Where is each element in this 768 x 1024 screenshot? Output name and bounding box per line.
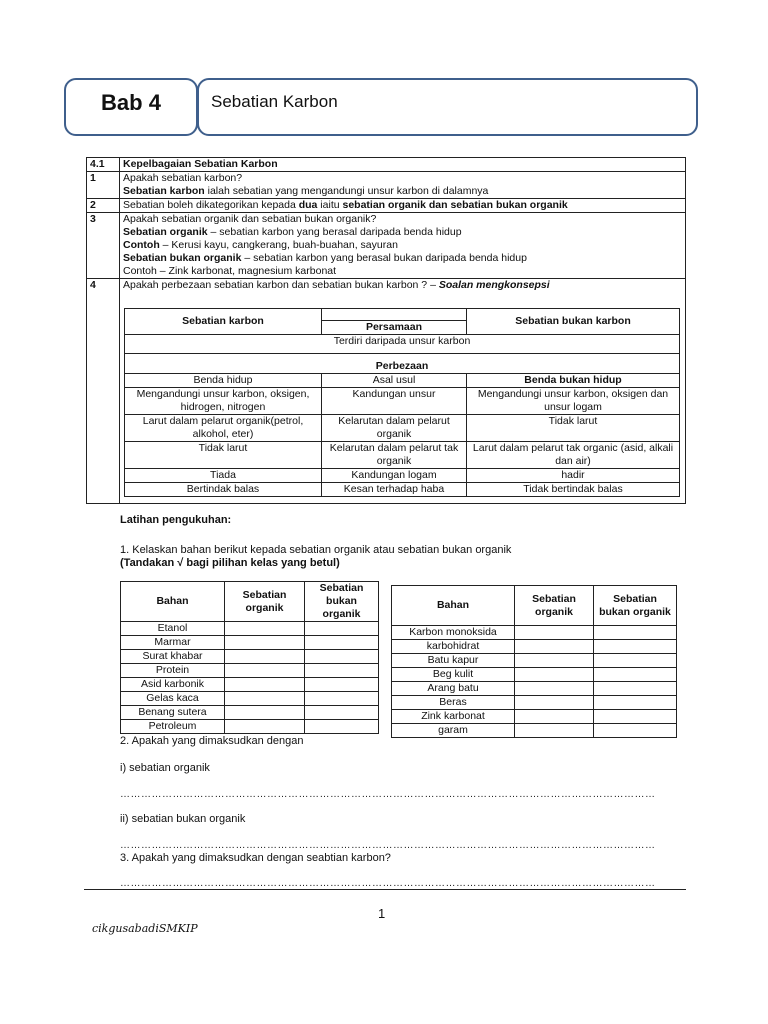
inorganic-checkbox-cell[interactable] xyxy=(305,650,379,664)
answer-line[interactable]: ……………………………………………………………………………………………………………………………………… xyxy=(120,878,656,889)
column-header-inorganic: Sebatian bukan organik xyxy=(594,586,677,626)
column-header-organic: Sebatian organik xyxy=(515,586,594,626)
material-row xyxy=(121,692,379,706)
material-row xyxy=(121,678,379,692)
comparison-table xyxy=(124,308,680,497)
organic-checkbox-cell[interactable] xyxy=(515,724,594,738)
comparison-row: Benda hidup Asal usul Benda bukan hidup xyxy=(125,374,680,388)
inorganic-checkbox-cell[interactable] xyxy=(594,710,677,724)
organic-checkbox-cell[interactable] xyxy=(225,622,305,636)
question-row xyxy=(87,279,686,504)
column-header-material: Bahan xyxy=(121,582,225,622)
inorganic-checkbox-cell[interactable] xyxy=(594,654,677,668)
material-name: Karbon monoksida xyxy=(392,626,515,640)
inorganic-checkbox-cell[interactable] xyxy=(305,622,379,636)
material-row xyxy=(392,682,677,696)
material-row xyxy=(121,706,379,720)
question-cell xyxy=(120,279,686,504)
main-table xyxy=(86,157,686,504)
header-mid-top xyxy=(322,309,467,321)
section-title: Kepelbagaian Sebatian Karbon xyxy=(120,158,686,172)
material-row xyxy=(121,664,379,678)
material-row xyxy=(121,622,379,636)
material-name: karbohidrat xyxy=(392,640,515,654)
question-note: (Tandakan √ bagi pilihan kelas yang betul) xyxy=(120,557,340,569)
exercise-question-3: 3. Apakah yang dimaksudkan dengan seabtian karbon? xyxy=(120,852,391,864)
material-row xyxy=(121,720,379,734)
material-row xyxy=(392,640,677,654)
answer-line[interactable]: ……………………………………………………………………………………………………………………………………… xyxy=(120,840,656,851)
page-title: Sebatian Karbon xyxy=(211,92,338,111)
organic-checkbox-cell[interactable] xyxy=(515,710,594,724)
classification-table-left xyxy=(120,581,379,734)
example-inorganic: Contoh – Zink karbonat, magnesium karbonat xyxy=(123,265,337,277)
organic-checkbox-cell[interactable] xyxy=(225,692,305,706)
material-row xyxy=(392,654,677,668)
header-carbon: Sebatian karbon xyxy=(125,309,322,335)
exercise-title: Latihan pengukuhan: xyxy=(120,514,232,526)
inorganic-checkbox-cell[interactable] xyxy=(594,724,677,738)
organic-checkbox-cell[interactable] xyxy=(515,668,594,682)
inorganic-checkbox-cell[interactable] xyxy=(594,696,677,710)
question-number: 2 xyxy=(87,199,120,213)
organic-checkbox-cell[interactable] xyxy=(515,696,594,710)
organic-checkbox-cell[interactable] xyxy=(225,636,305,650)
difference-title: Perbezaan xyxy=(125,354,680,374)
material-name: garam xyxy=(392,724,515,738)
page-number: 1 xyxy=(378,906,386,921)
question-2ii: ii) sebatian bukan organik xyxy=(120,813,246,825)
section-header-row xyxy=(87,158,686,172)
organic-checkbox-cell[interactable] xyxy=(225,720,305,734)
comparison-row: Tidak larut Kelarutan dalam pelarut tak organik Larut dalam pelarut tak organic (asid, alkali dan air) xyxy=(125,442,680,469)
example-organic: Contoh – Kerusi kayu, cangkerang, buah-buahan, sayuran xyxy=(123,239,398,251)
material-row xyxy=(392,710,677,724)
inorganic-checkbox-cell[interactable] xyxy=(305,706,379,720)
answer-line[interactable]: ……………………………………………………………………………………………………………………………………… xyxy=(120,789,656,800)
question-number: 4 xyxy=(87,279,120,504)
question-row xyxy=(87,172,686,199)
material-name: Protein xyxy=(121,664,225,678)
material-row xyxy=(392,696,677,710)
author-signature: cikgusabadiSMKIP xyxy=(92,922,198,935)
question-text: Apakah perbezaan sebatian karbon dan sebatian bukan karbon ? – Soalan mengkonsepsi xyxy=(123,279,550,291)
definition-inorganic: Sebatian bukan organik – sebatian karbon yang berasal bukan daripada benda hidup xyxy=(123,252,527,264)
definition-organic: Sebatian organik – sebatian karbon yang berasal daripada benda hidup xyxy=(123,226,462,238)
inorganic-checkbox-cell[interactable] xyxy=(305,692,379,706)
material-name: Beg kulit xyxy=(392,668,515,682)
comparison-row: Tiada Kandungan logam hadir xyxy=(125,469,680,483)
question-text: Apakah sebatian karbon? xyxy=(123,172,243,184)
material-name: Marmar xyxy=(121,636,225,650)
question-row xyxy=(87,213,686,279)
inorganic-checkbox-cell[interactable] xyxy=(594,682,677,696)
material-name: Petroleum xyxy=(121,720,225,734)
material-name: Arang batu xyxy=(392,682,515,696)
classification-table-right xyxy=(391,585,677,738)
organic-checkbox-cell[interactable] xyxy=(515,682,594,696)
answer-text: Sebatian karbon ialah sebatian yang mengandungi unsur karbon di dalamnya xyxy=(123,185,489,197)
question-2i: i) sebatian organik xyxy=(120,762,210,774)
header-similarity: Persamaan xyxy=(322,321,467,335)
organic-checkbox-cell[interactable] xyxy=(225,664,305,678)
column-header-material: Bahan xyxy=(392,586,515,626)
inorganic-checkbox-cell[interactable] xyxy=(594,668,677,682)
header-noncarbon: Sebatian bukan karbon xyxy=(467,309,680,335)
organic-checkbox-cell[interactable] xyxy=(515,626,594,640)
inorganic-checkbox-cell[interactable] xyxy=(305,636,379,650)
comparison-row: Bertindak balas Kesan terhadap haba Tidak bertindak balas xyxy=(125,483,680,497)
comparison-row: Mengandungi unsur karbon, oksigen, hidrogen, nitrogen Kandungan unsur Mengandungi unsur karbon, oksigen dan unsur logam xyxy=(125,388,680,415)
material-name: Etanol xyxy=(121,622,225,636)
question-row xyxy=(87,199,686,213)
material-name: Beras xyxy=(392,696,515,710)
title-box xyxy=(197,78,698,136)
material-row xyxy=(392,724,677,738)
exercise-question-2: 2. Apakah yang dimaksudkan dengan xyxy=(120,735,304,747)
similarity-row: Terdiri daripada unsur karbon xyxy=(125,335,680,354)
organic-checkbox-cell[interactable] xyxy=(515,640,594,654)
question-number: 3 xyxy=(87,213,120,279)
material-name: Zink karbonat xyxy=(392,710,515,724)
material-row xyxy=(121,650,379,664)
question-cell: Sebatian boleh dikategorikan kepada dua iaitu sebatian organik dan sebatian bukan organik xyxy=(120,199,686,213)
question-cell xyxy=(120,213,686,279)
material-row xyxy=(121,636,379,650)
organic-checkbox-cell[interactable] xyxy=(515,654,594,668)
section-number: 4.1 xyxy=(87,158,120,172)
chapter-box xyxy=(64,78,198,136)
inorganic-checkbox-cell[interactable] xyxy=(305,720,379,734)
material-row xyxy=(392,626,677,640)
comparison-row: Larut dalam pelarut organik(petrol, alkohol, eter) Kelarutan dalam pelarut organik Tidak larut xyxy=(125,415,680,442)
organic-checkbox-cell[interactable] xyxy=(225,706,305,720)
inorganic-checkbox-cell[interactable] xyxy=(594,640,677,654)
material-name: Gelas kaca xyxy=(121,692,225,706)
question-cell xyxy=(120,172,686,199)
material-name: Batu kapur xyxy=(392,654,515,668)
organic-checkbox-cell[interactable] xyxy=(225,678,305,692)
material-row xyxy=(392,668,677,682)
organic-checkbox-cell[interactable] xyxy=(225,650,305,664)
inorganic-checkbox-cell[interactable] xyxy=(305,678,379,692)
question-text: 1. Kelaskan bahan berikut kepada sebatian organik atau sebatian bukan organik xyxy=(120,544,512,556)
inorganic-checkbox-cell[interactable] xyxy=(594,626,677,640)
exercise-question-1 xyxy=(120,544,511,570)
inorganic-checkbox-cell[interactable] xyxy=(305,664,379,678)
column-header-inorganic: Sebatian bukan organik xyxy=(305,582,379,622)
material-name: Benang sutera xyxy=(121,706,225,720)
material-name: Surat khabar xyxy=(121,650,225,664)
question-text: Apakah sebatian organik dan sebatian bukan organik? xyxy=(123,213,377,225)
chapter-label: Bab 4 xyxy=(101,90,161,115)
footer-divider xyxy=(84,889,686,890)
material-name: Asid karbonik xyxy=(121,678,225,692)
question-number: 1 xyxy=(87,172,120,199)
column-header-organic: Sebatian organik xyxy=(225,582,305,622)
